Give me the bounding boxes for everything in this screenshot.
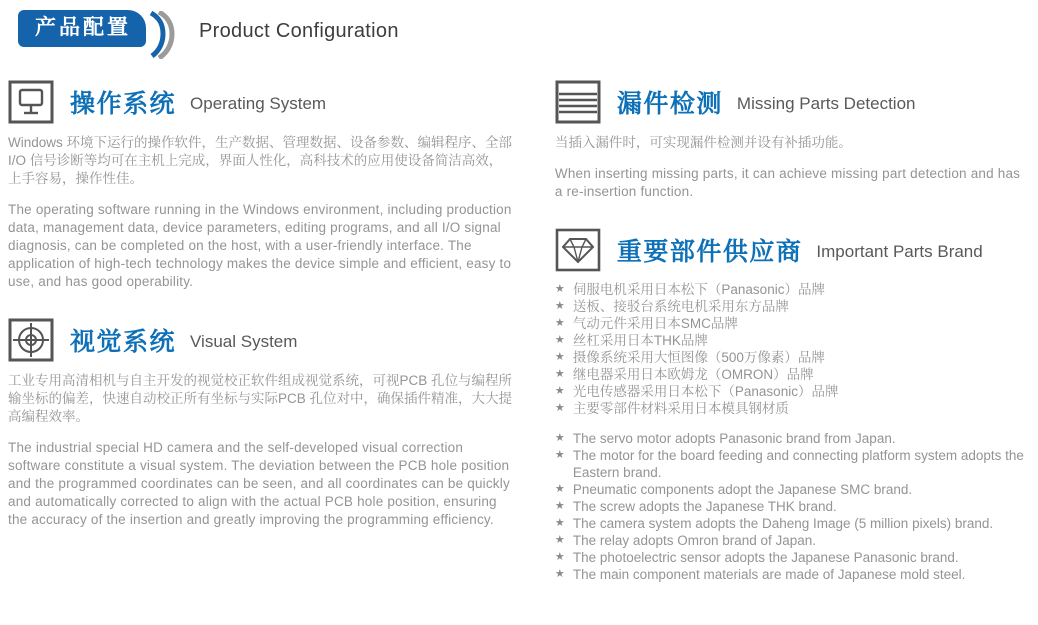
star-icon: ★ [554,517,565,529]
section-header [555,80,1030,124]
list-item [555,566,1030,583]
section-title-en: Important Parts Brand [816,241,983,261]
monitor-icon [8,80,54,124]
section-title-zh: 视觉系统 [70,328,177,356]
star-icon: ★ [554,334,565,346]
list-item [555,481,1030,498]
star-icon: ★ [554,368,565,380]
page-title: Product Configuration [199,20,399,42]
badge-swoosh-decoration [149,11,175,64]
list-item [555,332,1030,349]
section-header [8,80,515,124]
list-item [555,366,1030,383]
star-icon: ★ [554,385,565,397]
crosshair-icon [8,318,54,362]
list-item-text: The relay adopts Omron brand of Japan. [572,533,817,548]
product-config-badge: 产品配置 [18,10,146,47]
section-title-en: Visual System [190,331,298,351]
brand-list-en [555,430,1030,583]
list-item-text: The screw adopts the Japanese THK brand. [572,499,837,514]
left-column [8,80,515,583]
section-title-zh: 重要部件供应商 [616,238,803,266]
list-item-text: 送板、接驳台系统电机采用东方品牌 [572,299,789,314]
list-item-text: The camera system adopts the Daheng Image (5 million pixels) brand. [572,516,994,531]
section-header [8,318,515,362]
section-visual-system [8,318,515,529]
section-title-zh: 漏件检测 [616,90,723,118]
list-item [555,315,1030,332]
section-missing-parts-detection [555,80,1030,201]
stacked-boards-icon [555,80,601,124]
list-item-text: Pneumatic components adopt the Japanese SMC brand. [572,482,913,497]
list-item [555,383,1030,400]
list-item-text: 摄像系统采用大恒图像（500万像素）品牌 [572,350,825,365]
list-item-text: 气动元件采用日本SMC品牌 [572,316,738,331]
paragraph-en: When inserting missing parts, it can achieve missing part detection and has a re-insertion function. [554,166,1021,199]
diamond-icon [555,228,601,272]
list-item-text: The motor for the board feeding and connecting platform system adopts the Eastern brand. [572,448,1024,480]
list-item [555,349,1030,366]
content-columns [8,80,1030,583]
star-icon: ★ [554,449,565,461]
star-icon: ★ [554,483,565,495]
right-column [555,80,1030,583]
list-item-text: The servo motor adopts Panasonic brand from Japan. [572,431,896,446]
star-icon: ★ [554,551,565,563]
section-title-en: Operating System [190,93,327,113]
list-item [555,298,1030,315]
paragraph-zh: 工业专用高清相机与自主开发的视觉校正软件组成视觉系统，可视PCB 孔位与编程所输坐标的偏差，快速自动校正所有坐标与实际PCB 孔位对中，确保插件精准，大大提高编程效率。 [8,373,513,424]
paragraph-zh: Windows 环境下运行的操作软件，生产数据、管理数据、设备参数、编辑程序、全部 I/O 信号诊断等均可在主机上完成，界面人性化，高科技术的应用使设备简洁高效，上手容易，操作性佳。 [8,135,513,186]
list-item [555,447,1030,481]
list-item [555,515,1030,532]
list-item [555,281,1030,298]
list-item-text: 主要零部件材料采用日本模具钢材质 [572,401,789,416]
star-icon: ★ [554,351,565,363]
section-header [555,228,1030,272]
section-important-parts-brand [555,228,1030,583]
list-item [555,549,1030,566]
star-icon: ★ [554,317,565,329]
star-icon: ★ [554,300,565,312]
list-item [555,498,1030,515]
star-icon: ★ [554,500,565,512]
star-icon: ★ [554,402,565,414]
page-header [18,10,1030,60]
star-icon: ★ [554,568,565,580]
section-title-zh: 操作系统 [70,90,177,118]
list-item-text: 丝杠采用日本THK品牌 [572,333,708,348]
list-item-text: 光电传感器采用日本松下（Panasonic）品牌 [572,384,839,399]
paragraph-zh: 当插入漏件时，可实现漏件检测并设有补插功能。 [554,135,852,150]
list-item [555,400,1030,417]
list-item-text: 伺服电机采用日本松下（Panasonic）品牌 [572,282,825,297]
list-item [555,430,1030,447]
paragraph-en: The industrial special HD camera and the self-developed visual correction software constitute a visual system. The deviation between the PCB hole position and the programmed coordinates can be seen, and all coordinates can be quickly and automatically corrected to align with the actual PCB hole position, ensuring the accuracy of the insertion and greatly improving the programming efficiency. [8,440,510,527]
star-icon: ★ [554,534,565,546]
list-item-text: The main component materials are made of Japanese mold steel. [572,567,966,582]
star-icon: ★ [554,432,565,444]
brand-list-zh [555,281,1030,417]
list-item [555,532,1030,549]
star-icon: ★ [554,283,565,295]
paragraph-en: The operating software running in the Windows environment, including production data, management data, device parameters, editing programs, and all I/O signal diagnosis, can be completed on the host, with a user-friendly interface. The application of high-tech technology makes the device simple and efficient, easy to use, and has good operability. [8,202,512,289]
section-title-en: Missing Parts Detection [736,93,916,113]
list-item-text: The photoelectric sensor adopts the Japanese Panasonic brand. [572,550,959,565]
list-item-text: 继电器采用日本欧姆龙（OMRON）品牌 [572,367,814,382]
section-operating-system [8,80,515,291]
